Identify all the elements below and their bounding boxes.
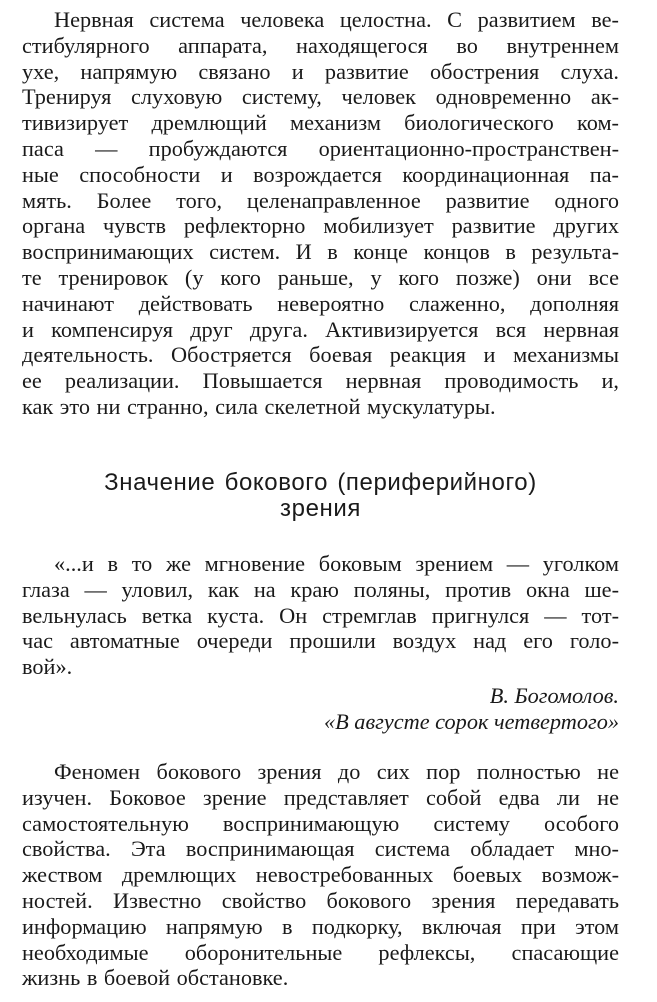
- text-line: Нервная система человека целостна. С развитием ве-: [54, 7, 619, 32]
- paragraph-nervous-system: [22, 7, 619, 420]
- text-line: ее реализации. Повышается нервная проводимость и,: [22, 368, 619, 394]
- paragraph-peripheral-vision: [22, 759, 619, 991]
- text-line: как это ни странно, сила скелетной мускулатуры.: [22, 393, 496, 419]
- attribution-work: «В августе сорок четвертого»: [323, 708, 619, 734]
- text-line: жизнь в боевой обстановке.: [22, 965, 289, 991]
- section-heading: [22, 470, 619, 522]
- text-line: органа чувств рефлекторно мобилизует развитие других: [22, 213, 619, 239]
- section-heading-line: зрения: [280, 495, 361, 522]
- text-line: те тренировок (у кого раньше, у кого позже) они все: [22, 264, 619, 290]
- text-line: ухе, напрямую связано и развитие обострения слуха.: [22, 58, 619, 84]
- quote-line: вельнулась ветка куста. Он стремглав пригнулся — тот-: [22, 602, 619, 628]
- quote-line: вой».: [22, 654, 73, 680]
- text-line: Феномен бокового зрения до сих пор полностью не: [54, 759, 619, 784]
- text-line: свойства. Эта воспринимающая система обладает мно-: [22, 836, 619, 862]
- text-line: тивизирует дремлющий механизм биологического ком-: [22, 110, 619, 136]
- text-line: деятельность. Обостряется боевая реакция и механизмы: [22, 342, 619, 368]
- text-line: изучен. Боковое зрение представляет собой едва ли не: [22, 784, 619, 810]
- text-line: ные способности и возрождается координационная па-: [22, 161, 619, 187]
- epigraph-attribution: [22, 683, 619, 735]
- text-line: мять. Более того, целенаправленное развитие одного: [22, 187, 619, 213]
- text-line: необходимые оборонительные рефлексы, спасающие: [22, 939, 619, 965]
- text-line: ностей. Известно свойство бокового зрения передавать: [22, 887, 619, 913]
- quote-line: «...и в то же мгновение боковым зрением — уголком: [54, 551, 619, 576]
- text-line: и компенсируя друг друга. Активизируется вся нервная: [22, 316, 619, 342]
- quote-line: глаза — уловил, как на краю поляны, против окна ше-: [22, 576, 619, 602]
- text-line: жеством дремлющих невостребованных боевых возмож-: [22, 862, 619, 888]
- epigraph-quote: [22, 551, 619, 680]
- text-line: стибулярного аппарата, находящегося во внутреннем: [22, 32, 619, 58]
- attribution-author: В. Богомолов.: [489, 683, 619, 708]
- text-line: начинают действовать невероятно слаженно, дополняя: [22, 290, 619, 316]
- text-line: информацию напрямую в подкорку, включая при этом: [22, 913, 619, 939]
- text-line: самостоятельную воспринимающую систему особого: [22, 810, 619, 836]
- text-line: паса — пробуждаются ориентационно-пространствен-: [22, 135, 619, 161]
- quote-line: час автоматные очереди прошили воздух над его голо-: [22, 628, 619, 654]
- section-heading-line: Значение бокового (периферийного): [104, 469, 537, 496]
- text-line: Тренируя слуховую систему, человек одновременно ак-: [22, 84, 619, 110]
- text-line: воспринимающих систем. И в конце концов в результа-: [22, 239, 619, 265]
